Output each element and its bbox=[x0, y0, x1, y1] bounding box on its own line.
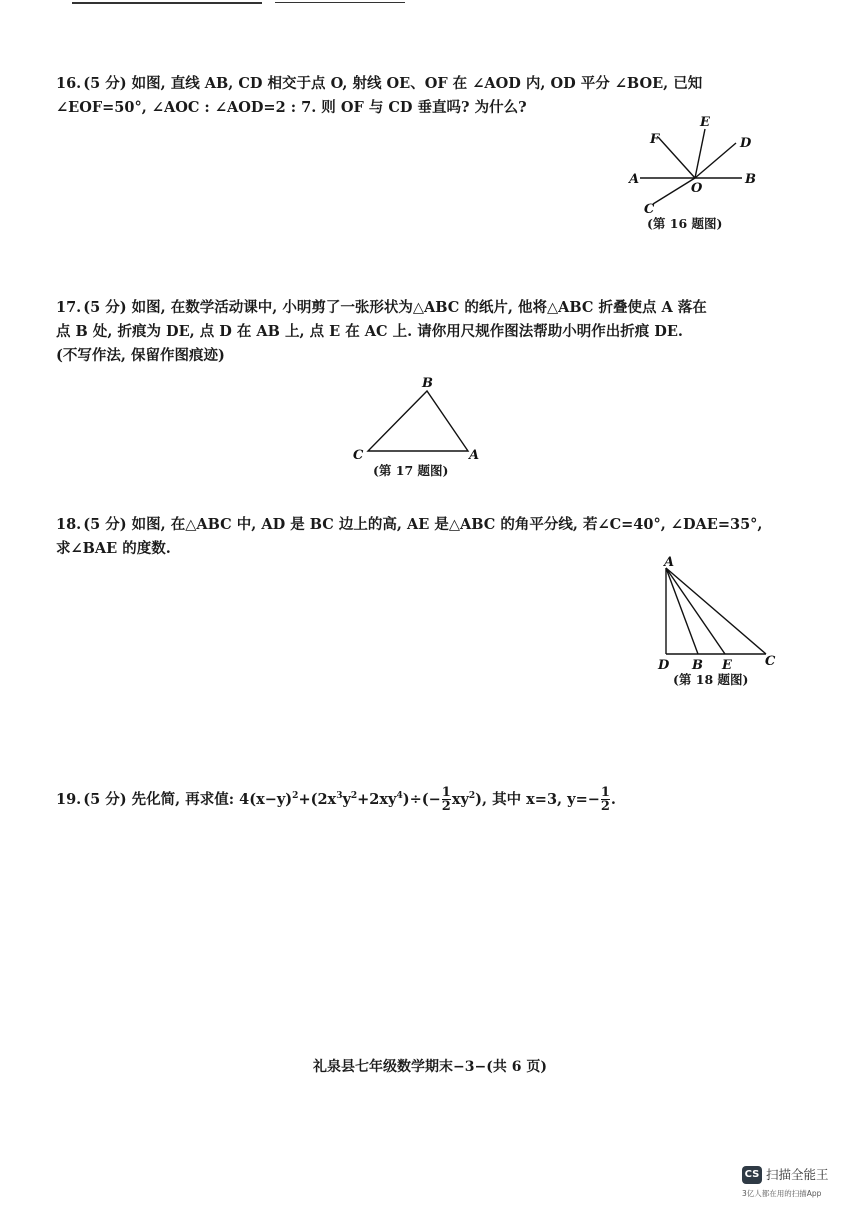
label-A: A bbox=[469, 448, 480, 463]
figure-17-caption: (第 17 题图) bbox=[373, 463, 449, 478]
question-16-line2: ∠EOF=50°, ∠AOC : ∠AOD=2 : 7. 则 OF 与 CD 垂直吗? 为什么? bbox=[56, 99, 527, 116]
label-D: D bbox=[658, 658, 670, 673]
label-C: C bbox=[644, 202, 655, 217]
page-top-border-right bbox=[275, 2, 405, 3]
figure-16-caption: (第 16 题图) bbox=[647, 216, 723, 231]
label-F: F bbox=[650, 132, 660, 147]
question-19: 19. (5 分) 先化简, 再求值: $4(x-y)^2+(2x^3y^2+2xy^4)\div(-$ $\frac{1}{2}$ $xy^2$), 其中 x=3, y=− $\frac{1}{2}$ . bbox=[56, 785, 616, 815]
question-18-line2: 求∠BAE 的度数. bbox=[56, 540, 171, 557]
watermark-name: 扫描全能王 bbox=[766, 1167, 829, 1182]
label-E: E bbox=[722, 658, 732, 673]
figure-18-caption: (第 18 题图) bbox=[673, 672, 749, 687]
label-B: B bbox=[745, 172, 756, 187]
question-17-line2: 点 B 处, 折痕为 DE, 点 D 在 AB 上, 点 E 在 AC 上. 请你用尺规作图法帮助小明作出折痕 DE. bbox=[56, 323, 683, 340]
label-E: E bbox=[700, 115, 710, 130]
question-17-line3: (不写作法, 保留作图痕迹) bbox=[56, 347, 225, 364]
figure-18 bbox=[652, 552, 787, 677]
label-C: C bbox=[353, 448, 364, 463]
label-O: O bbox=[691, 181, 703, 196]
question-17 bbox=[56, 296, 796, 368]
fraction-one-half: $\frac{1}{2}$ bbox=[441, 785, 451, 815]
camscanner-logo-icon: CS bbox=[742, 1166, 762, 1184]
question-18-line1: 18. (5 分) 如图, 在△ABC 中, AD 是 BC 边上的高, AE 是△ABC 的角平分线, 若∠C=40°, ∠DAE=35°, bbox=[56, 516, 763, 533]
label-A: A bbox=[664, 555, 675, 570]
question-17-line1: 17. (5 分) 如图, 在数学活动课中, 小明剪了一张形状为△ABC 的纸片, 他将△ABC 折叠使点 A 落在 bbox=[56, 299, 707, 316]
figure-17 bbox=[348, 373, 488, 463]
watermark-subtitle: 3亿人都在用的扫描App bbox=[742, 1189, 822, 1198]
page-footer: 礼泉县七年级数学期末−3−(共 6 页) bbox=[313, 1059, 547, 1075]
page-top-border-left bbox=[72, 2, 262, 4]
label-B: B bbox=[422, 376, 433, 391]
label-C: C bbox=[765, 654, 776, 669]
label-D: D bbox=[740, 136, 752, 151]
question-16-line1: 16. (5 分) 如图, 直线 AB, CD 相交于点 O, 射线 OE、OF 在 ∠AOD 内, OD 平分 ∠BOE, 已知 bbox=[56, 75, 703, 92]
label-A: A bbox=[629, 172, 640, 187]
label-B: B bbox=[692, 658, 703, 673]
figure-16 bbox=[628, 112, 768, 217]
fraction-one-half-2: $\frac{1}{2}$ bbox=[600, 785, 610, 815]
